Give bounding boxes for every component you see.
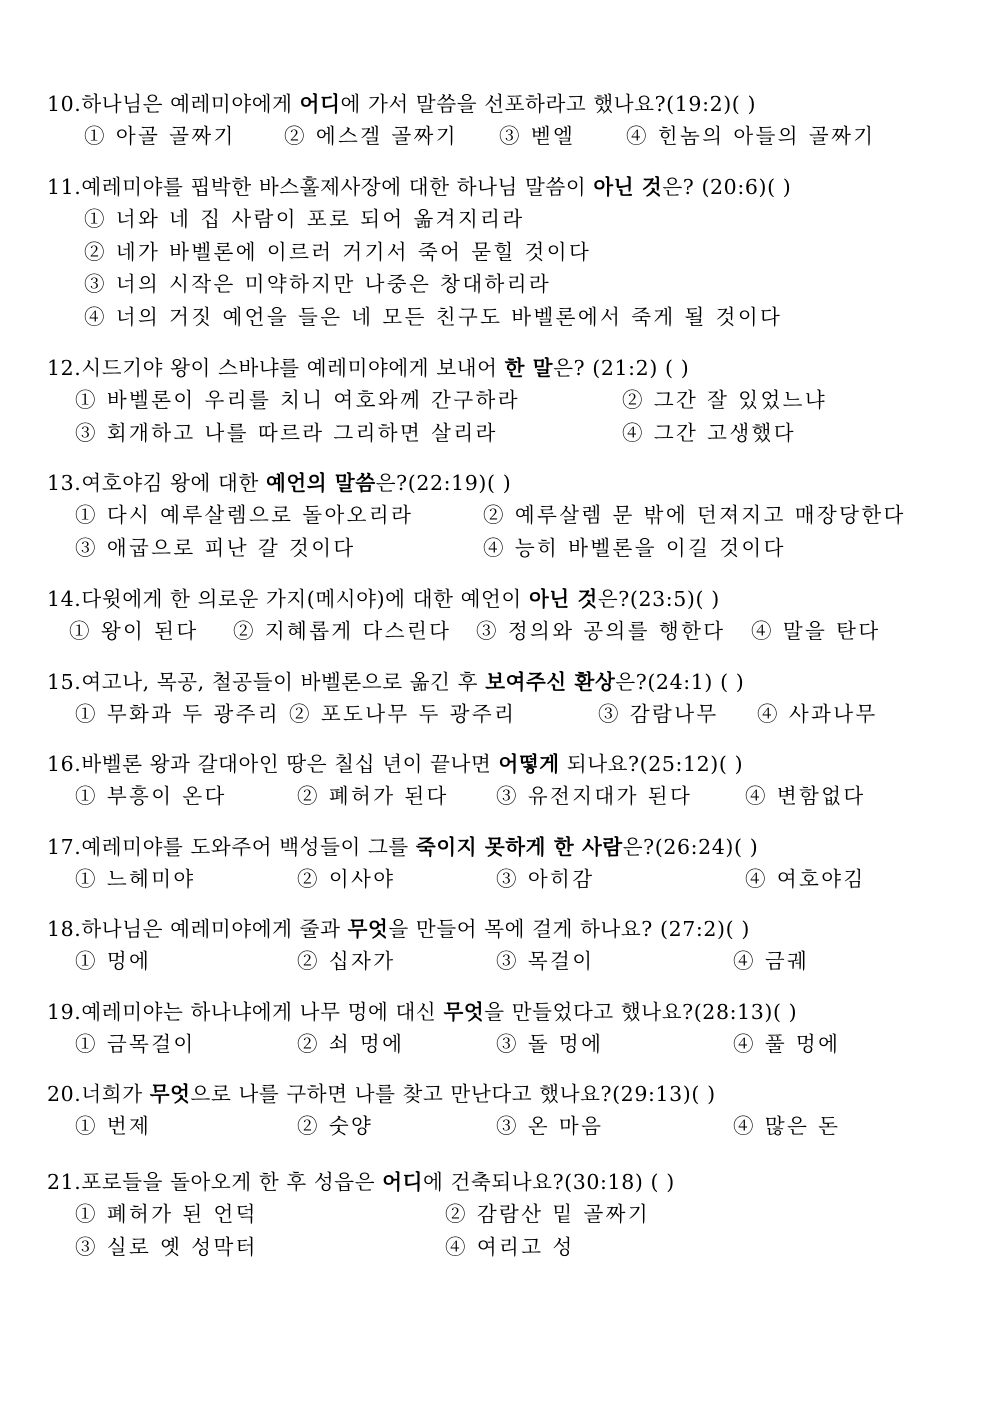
- stem-text: 에 가서 말씀을 선포하라고 했나요?(19:2)( ): [340, 92, 757, 116]
- answer-option: ③ 온 마음: [496, 1114, 604, 1138]
- option-row: [47, 1110, 977, 1143]
- question-11: [47, 171, 977, 333]
- stem-text: 으로 나를 구하면 나를 찾고 만난다고 했나요?(29:13)( ): [190, 1082, 716, 1106]
- answer-option: ④ 풀 멍에: [733, 1032, 841, 1056]
- stem-keyword: 어디: [299, 92, 341, 116]
- stem-keyword: 아닌 것: [528, 587, 598, 611]
- stem-text: 11.예레미야를 핍박한 바스훌제사장에 대한 하나님 말씀이: [47, 175, 594, 199]
- question-stem: [47, 748, 977, 780]
- answer-option: ④ 많은 돈: [733, 1114, 841, 1138]
- answer-option: ① 무화과 두 광주리: [75, 702, 281, 726]
- option-row: [47, 532, 977, 565]
- stem-keyword: 아닌 것: [593, 175, 663, 199]
- answer-option: ④ 너의 거짓 예언을 들은 네 모든 친구도 바벨론에서 죽게 될 것이다: [84, 304, 783, 329]
- stem-text: 은?(23:5)( ): [597, 587, 720, 611]
- answer-option: ② 에스겔 골짜기: [284, 124, 458, 148]
- answer-option: ④ 힌놈의 아들의 골짜기: [626, 124, 876, 148]
- answer-option: ④ 능히 바벨론을 이길 것이다: [483, 535, 786, 560]
- answer-option: ④ 여리고 성: [445, 1234, 575, 1259]
- question-stem: [47, 583, 977, 615]
- answer-option: ① 아골 골짜기: [84, 124, 236, 148]
- stem-keyword: 어디: [382, 1170, 424, 1194]
- question-stem: [47, 1078, 977, 1110]
- option-row: [47, 236, 977, 269]
- answer-option: ③ 너의 시작은 미약하지만 나중은 창대하리라: [84, 272, 552, 296]
- stem-text: 은?(24:1) ( ): [615, 670, 745, 694]
- option-row: [47, 120, 977, 153]
- stem-keyword: 예언의 말씀: [265, 471, 376, 495]
- stem-keyword: 무엇: [149, 1082, 191, 1106]
- stem-text: 16.바벨론 왕과 갈대아인 땅은 칠십 년이 끝나면: [47, 752, 499, 776]
- question-stem: [47, 467, 977, 499]
- stem-text: 18.하나님은 예레미야에게 줄과: [47, 917, 348, 941]
- answer-option: ② 지혜롭게 다스린다: [233, 619, 452, 643]
- stem-text: 14.다윗에게 한 의로운 가지(메시야)에 대한 예언이: [47, 587, 529, 611]
- stem-text: 21.포로들을 돌아오게 한 후 성읍은: [47, 1170, 383, 1194]
- question-stem: [47, 831, 977, 863]
- option-row: [47, 1028, 977, 1061]
- answer-option: ③ 애굽으로 피난 갈 것이다: [75, 535, 356, 560]
- answer-option: ② 예루살렘 문 밖에 던져지고 매장당한다: [483, 503, 906, 527]
- answer-option: ① 왕이 된다: [69, 619, 199, 643]
- stem-text: 은?(22:19)( ): [375, 471, 512, 495]
- stem-text: 은? (20:6)( ): [662, 175, 792, 199]
- question-15: [47, 666, 977, 731]
- answer-option: ③ 유전지대가 된다: [496, 784, 693, 808]
- stem-keyword: 보여주신 환상: [485, 670, 616, 694]
- option-row: [47, 417, 977, 450]
- stem-text: 17.예레미야를 도와주어 백성들이 그를: [47, 835, 416, 859]
- question-stem: [47, 88, 977, 120]
- option-row: [47, 1198, 977, 1231]
- option-row: [47, 301, 977, 334]
- question-18: [47, 913, 977, 978]
- answer-option: ② 그간 잘 있었느냐: [622, 388, 828, 412]
- option-row: [47, 698, 977, 731]
- question-stem: [47, 171, 977, 203]
- question-19: [47, 996, 977, 1061]
- stem-text: 13.여호야김 왕에 대한: [47, 471, 266, 495]
- answer-option: ① 폐허가 된 언덕: [75, 1202, 258, 1226]
- answer-option: ③ 벧엘: [499, 124, 576, 148]
- stem-text: 19.예레미야는 하나냐에게 나무 멍에 대신: [47, 1000, 444, 1024]
- question-stem: [47, 913, 977, 945]
- option-row: [47, 863, 977, 896]
- answer-option: ③ 돌 멍에: [496, 1032, 604, 1056]
- answer-option: ② 포도나무 두 광주리: [289, 702, 517, 726]
- question-10: [47, 88, 977, 153]
- answer-option: ① 번제: [75, 1114, 152, 1138]
- answer-option: ② 폐허가 된다: [297, 784, 449, 808]
- option-row: [47, 615, 977, 648]
- question-20: [47, 1078, 977, 1143]
- answer-option: ③ 목걸이: [496, 949, 595, 973]
- question-stem: [47, 352, 977, 384]
- stem-keyword: 무엇: [347, 917, 389, 941]
- option-row: [47, 945, 977, 978]
- answer-option: ② 쇠 멍에: [297, 1032, 405, 1056]
- answer-option: ④ 여호야김: [745, 867, 866, 891]
- answer-option: ③ 감람나무: [598, 702, 719, 726]
- option-row: [47, 268, 977, 301]
- stem-text: 15.여고나, 목공, 철공들이 바벨론으로 옮긴 후: [47, 670, 486, 694]
- answer-option: ② 네가 바벨론에 이르러 거기서 죽어 묻힐 것이다: [84, 239, 592, 264]
- answer-option: ② 십자가: [297, 949, 396, 973]
- stem-text: 12.시드기야 왕이 스바냐를 예레미야에게 보내어: [47, 356, 505, 380]
- answer-option: ③ 정의와 공의를 행한다: [476, 619, 726, 643]
- answer-option: ① 금목걸이: [75, 1032, 196, 1056]
- answer-option: ④ 말을 탄다: [751, 619, 881, 643]
- answer-option: ③ 아히감: [496, 867, 595, 891]
- answer-option: ① 느헤미야: [75, 867, 196, 891]
- stem-text: 은? (21:2) ( ): [553, 356, 690, 380]
- question-17: [47, 831, 977, 896]
- option-row: [47, 499, 977, 532]
- question-16: [47, 748, 977, 813]
- stem-text: 되나요?(25:12)( ): [559, 752, 744, 776]
- stem-keyword: 어떻게: [498, 752, 560, 776]
- stem-text: 20.너희가: [47, 1082, 150, 1106]
- answer-option: ③ 회개하고 나를 따르라 그리하면 살리라: [75, 420, 498, 445]
- question-13: [47, 467, 977, 564]
- answer-option: ④ 사과나무: [757, 702, 878, 726]
- question-21: [47, 1166, 977, 1263]
- question-12: [47, 352, 977, 449]
- stem-text: 을 만들었다고 했나요?(28:13)( ): [484, 1000, 798, 1024]
- stem-keyword: 무엇: [443, 1000, 485, 1024]
- option-row: [47, 1231, 977, 1264]
- answer-option: ① 부흥이 온다: [75, 784, 227, 808]
- question-stem: [47, 1166, 977, 1198]
- stem-keyword: 한 말: [504, 356, 554, 380]
- answer-option: ④ 금궤: [733, 949, 810, 973]
- answer-option: ② 이사야: [297, 867, 396, 891]
- answer-option: ① 바벨론이 우리를 치니 여호와께 간구하라: [75, 388, 520, 412]
- answer-option: ④ 그간 고생했다: [622, 420, 796, 445]
- question-14: [47, 583, 977, 648]
- stem-text: 에 건축되나요?(30:18) ( ): [423, 1170, 675, 1194]
- answer-option: ① 멍에: [75, 949, 152, 973]
- question-stem: [47, 996, 977, 1028]
- option-row: [47, 384, 977, 417]
- answer-option: ② 숫양: [297, 1114, 374, 1138]
- answer-option: ③ 실로 옛 성막터: [75, 1234, 258, 1259]
- answer-option: ① 다시 예루살렘으로 돌아오리라: [75, 503, 414, 527]
- option-row: [47, 203, 977, 236]
- question-stem: [47, 666, 977, 698]
- stem-text: 을 만들어 목에 걸게 하나요? (27:2)( ): [388, 917, 750, 941]
- answer-option: ① 너와 네 집 사람이 포로 되어 옮겨지리라: [84, 207, 525, 231]
- stem-text: 10.하나님은 예레미야에게: [47, 92, 300, 116]
- answer-option: ② 감람산 밑 골짜기: [445, 1202, 651, 1226]
- answer-option: ④ 변함없다: [745, 784, 866, 808]
- option-row: [47, 780, 977, 813]
- stem-keyword: 죽이지 못하게 한 사람: [415, 835, 623, 859]
- stem-text: 은?(26:24)( ): [622, 835, 759, 859]
